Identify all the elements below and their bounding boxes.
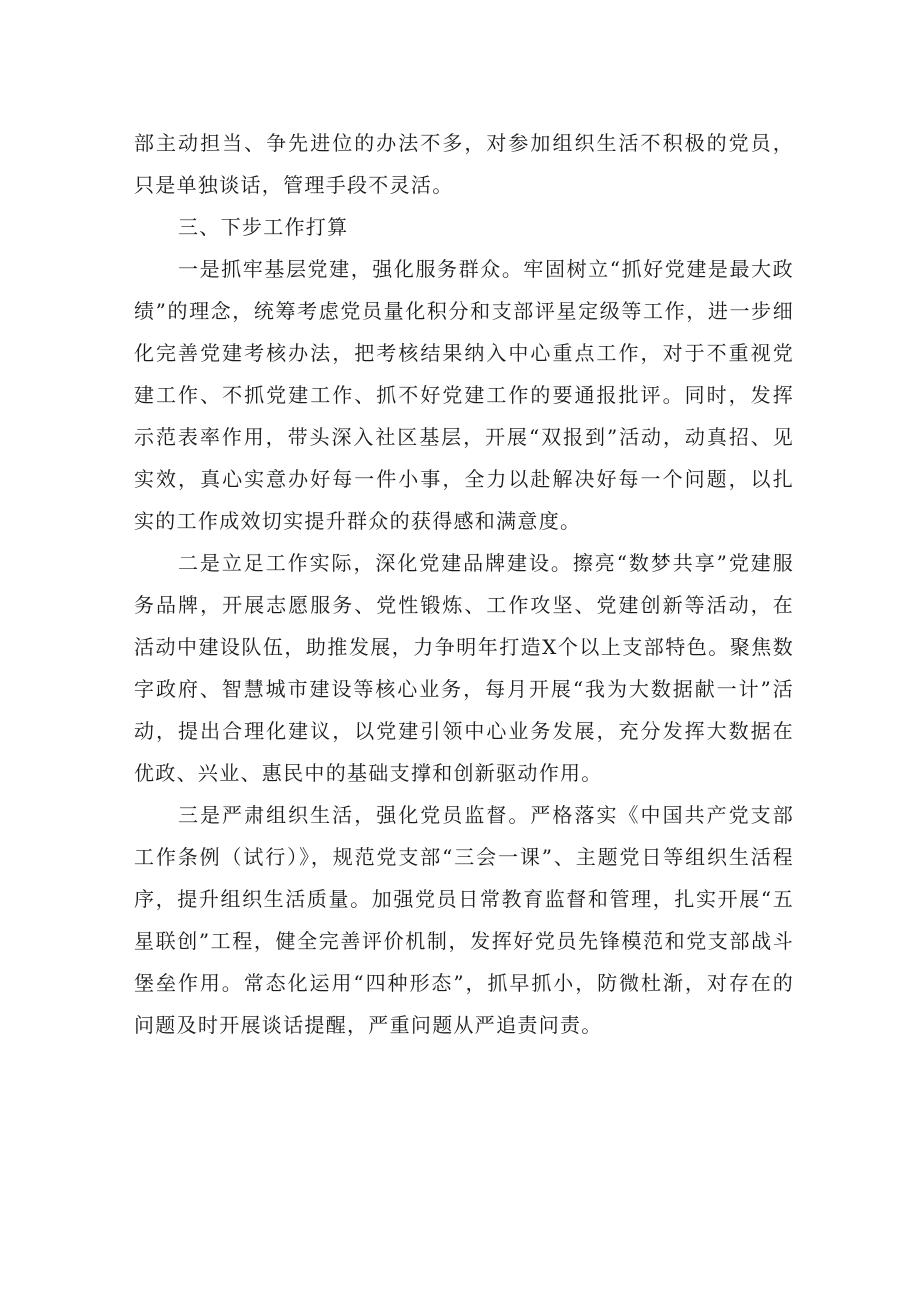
- paragraph-item-3: 三是严肃组织生活，强化党员监督。严格落实《中国共产党支部工作条例（试行）》，规范党支部“三会一课”、主题党日等组织生活程序，提升组织生活质量。加强党员日常教育监督和管理，扎实开展“五星联创”工程，健全完善评价机制，发挥好党员先锋模范和党支部战斗堡垒作用。常态化运用“四种形态”，抓早抓小，防微杜渐，对存在的问题及时开展谈话提醒，严重问题从严追责问责。: [134, 803, 794, 1037]
- paragraph-continuation: 部主动担当、争先进位的办法不多，对参加组织生活不积极的党员，只是单独谈话，管理手段不灵活。: [134, 131, 794, 197]
- document-body: [134, 122, 794, 1046]
- section-heading: 三、下步工作打算: [178, 215, 349, 239]
- paragraph-item-1: 一是抓牢基层党建，强化服务群众。牢固树立“抓好党建是最大政绩”的理念，统筹考虑党员量化积分和支部评星定级等工作，进一步细化完善党建考核办法，把考核结果纳入中心重点工作，对于不重视党建工作、不抓党建工作、抓不好党建工作的要通报批评。同时，发挥示范表率作用，带头深入社区基层，开展“双报到”活动，动真招、见实效，真心实意办好每一件小事，全力以赴解决好每一个问题，以扎实的工作成效切实提升群众的获得感和满意度。: [134, 257, 794, 533]
- paragraph-item-2: 二是立足工作实际，深化党建品牌建设。擦亮“数梦共享”党建服务品牌，开展志愿服务、党性锻炼、工作攻坚、党建创新等活动，在活动中建设队伍，助推发展，力争明年打造X个以上支部特色。聚焦数字政府、智慧城市建设等核心业务，每月开展“我为大数据献一计”活动，提出合理化建议，以党建引领中心业务发展，充分发挥大数据在优政、兴业、惠民中的基础支撑和创新驱动作用。: [134, 551, 794, 785]
